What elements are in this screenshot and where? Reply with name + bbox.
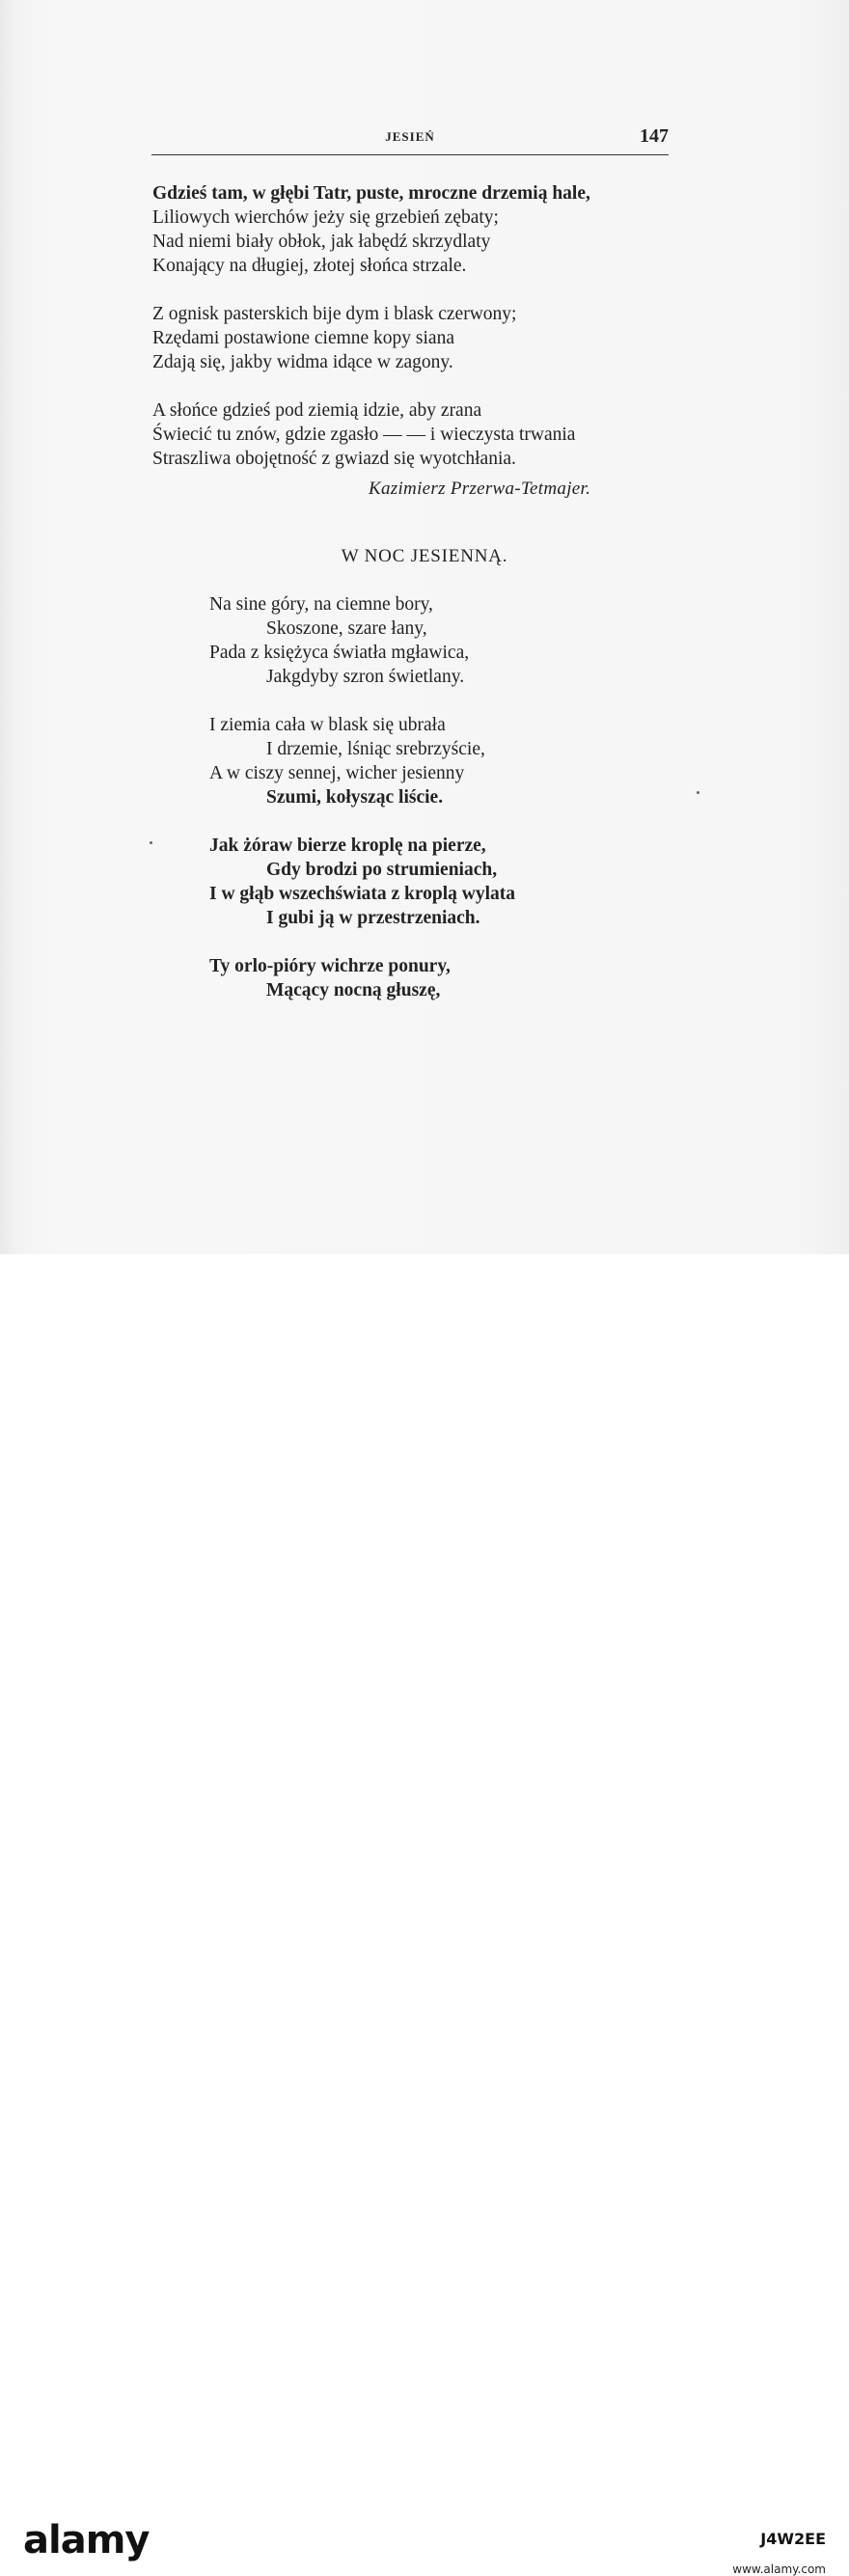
poem-line: Jakgdyby szron świetlany. — [266, 667, 465, 687]
poem-line: Zdają się, jakby widma idące w zagony. — [152, 352, 453, 372]
poem-line: Z ognisk pasterskich bije dym i blask czerwony; — [152, 304, 517, 324]
footer-url: www.alamy.com — [732, 2562, 826, 2576]
poem-line: Nad niemi biały obłok, jak łabędź skrzydlaty — [152, 232, 491, 252]
poem-line: Mącący nocną głuszę, — [266, 980, 441, 1000]
poem-line: Ty orlo-pióry wichrze ponury, — [209, 956, 451, 976]
poem-title: W NOC JESIENNĄ. — [341, 546, 508, 566]
poem-line: I drzemie, lśniąc srebrzyście, — [266, 739, 485, 759]
poem-line: Szumi, kołysząc liście. — [266, 787, 444, 808]
poem-line: Gdy brodzi po strumieniach, — [266, 860, 498, 880]
poem-line: Konający na długiej, złotej słońca strzale. — [152, 256, 467, 276]
poem-line: Rzędami postawione ciemne kopy siana — [152, 328, 454, 348]
alamy-logo: alamy — [23, 2518, 150, 2562]
book-page — [0, 0, 849, 1254]
poem-line: Skoszone, szare łany, — [266, 618, 427, 639]
poem-line: Na sine góry, na ciemne bory, — [209, 594, 433, 615]
page-header — [151, 125, 669, 155]
watermark-footer — [0, 1254, 849, 2576]
poem-line: I w głąb wszechświata z kroplą wylata — [209, 884, 516, 904]
author-signature: Kazimierz Przerwa-Tetmajer. — [369, 479, 591, 499]
poem-line: I ziemia cała w blask się ubrała — [209, 715, 446, 735]
poem-line: Gdzieś tam, w głębi Tatr, puste, mroczne drzemią hale, — [152, 183, 590, 204]
poem-line: Jak żóraw bierze kroplę na pierze, — [209, 836, 486, 856]
running-head: JESIEŃ — [385, 129, 435, 144]
stock-image-id: J4W2EE — [760, 2530, 826, 2548]
poem-line: A słońce gdzieś pod ziemią idzie, aby zrana — [152, 400, 482, 421]
poem-line: A w ciszy sennej, wicher jesienny — [209, 763, 465, 783]
paper-speck — [150, 841, 152, 844]
page-number: 147 — [640, 125, 669, 147]
poem-line: Pada z księżyca światła mgławica, — [209, 643, 470, 663]
poem-line: Straszliwa obojętność z gwiazd się wyotchłania. — [152, 449, 516, 469]
poem-line: Liliowych wierchów jeży się grzebień zębaty; — [152, 207, 499, 228]
paper-speck — [697, 791, 699, 794]
poem-line: Świecić tu znów, gdzie zgasło — — i wieczysta trwania — [152, 425, 576, 445]
poem-line: I gubi ją w przestrzeniach. — [266, 908, 480, 928]
